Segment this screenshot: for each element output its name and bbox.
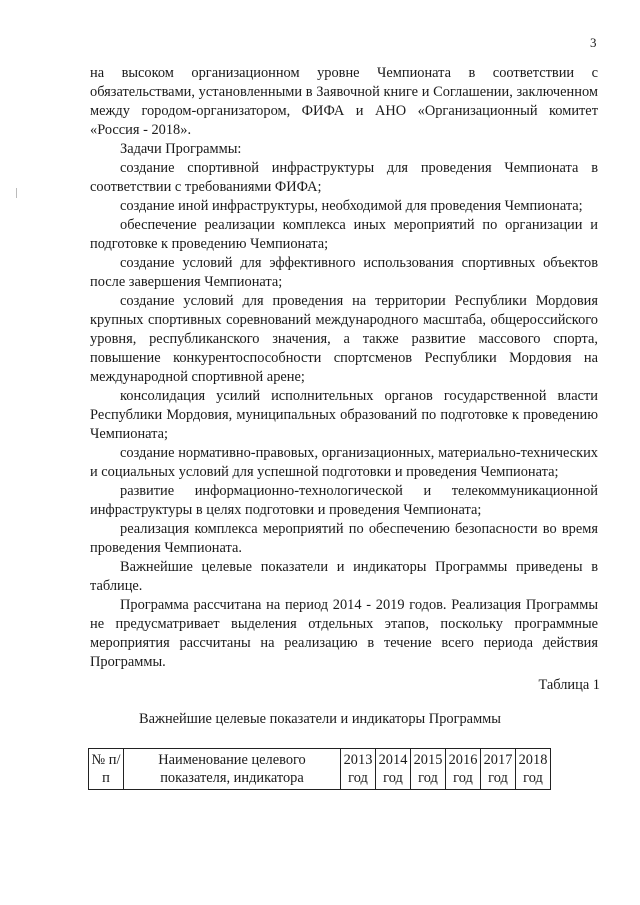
page-number: 3 (590, 35, 597, 50)
margin-mark (16, 188, 17, 198)
header-year: 2014 год (376, 749, 411, 790)
header-number: № п/п (89, 749, 124, 790)
header-name: Наименование целевого показателя, индикатора (124, 749, 341, 790)
paragraph-task: создание нормативно-правовых, организационных, материально-технических и социальных условий для успешной подготовки и проведения Чемпионата; (90, 445, 598, 480)
paragraph-tasks-heading: Задачи Программы: (120, 141, 242, 157)
table-header-row (89, 749, 551, 790)
paragraph-intro: на высоком организационном уровне Чемпионата в соответствии с обязательствами, установленными в Заявочной книге и Соглашении, заключенном между городом-организатором, ФИФА и АНО «Организационный комитет «Россия - 2018». (90, 65, 598, 138)
header-year: 2017 год (481, 749, 516, 790)
paragraph-task: создание условий для эффективного использования спортивных объектов после завершения Чемпионата; (90, 255, 598, 290)
header-year: 2013 год (341, 749, 376, 790)
paragraph-task: создание спортивной инфраструктуры для проведения Чемпионата в соответствии с требованиями ФИФА; (90, 160, 598, 195)
paragraph-task: обеспечение реализации комплекса иных мероприятий по организации и подготовке к проведению Чемпионата; (90, 217, 598, 252)
paragraph-task: создание условий для проведения на территории Республики Мордовия крупных спортивных соревнований международного масштаба, общероссийского уровня, республиканского значения, а также развитие массового спорта, повышение конкурентоспособности спортсменов Республики Мордовия на международной спортивной арене; (90, 293, 598, 385)
paragraph-task: создание иной инфраструктуры, необходимой для проведения Чемпионата; (120, 198, 583, 214)
paragraph-indicators: Важнейшие целевые показатели и индикаторы Программы приведены в таблице. (90, 559, 598, 594)
header-year: 2016 год (446, 749, 481, 790)
paragraph-task: реализация комплекса мероприятий по обеспечению безопасности во время проведения Чемпионата. (90, 521, 598, 556)
paragraph-task: консолидация усилий исполнительных органов государственной власти Республики Мордовия, муниципальных образований по подготовке к проведению Чемпионата; (90, 388, 598, 442)
paragraph-period: Программа рассчитана на период 2014 - 2019 годов. Реализация Программы не предусматривает выделения отдельных этапов, поскольку программные мероприятия рассчитаны на реализацию в течение всего периода действия Программы. (90, 597, 598, 670)
header-year: 2018 год (516, 749, 551, 790)
body-text (90, 64, 598, 672)
paragraph-task: развитие информационно-технологической и телекоммуникационной инфраструктуры в целях подготовки и проведения Чемпионата; (90, 483, 598, 518)
indicators-table (88, 748, 551, 790)
table-title: Важнейшие целевые показатели и индикаторы Программы (139, 711, 501, 727)
table-label: Таблица 1 (538, 677, 600, 693)
header-year: 2015 год (411, 749, 446, 790)
